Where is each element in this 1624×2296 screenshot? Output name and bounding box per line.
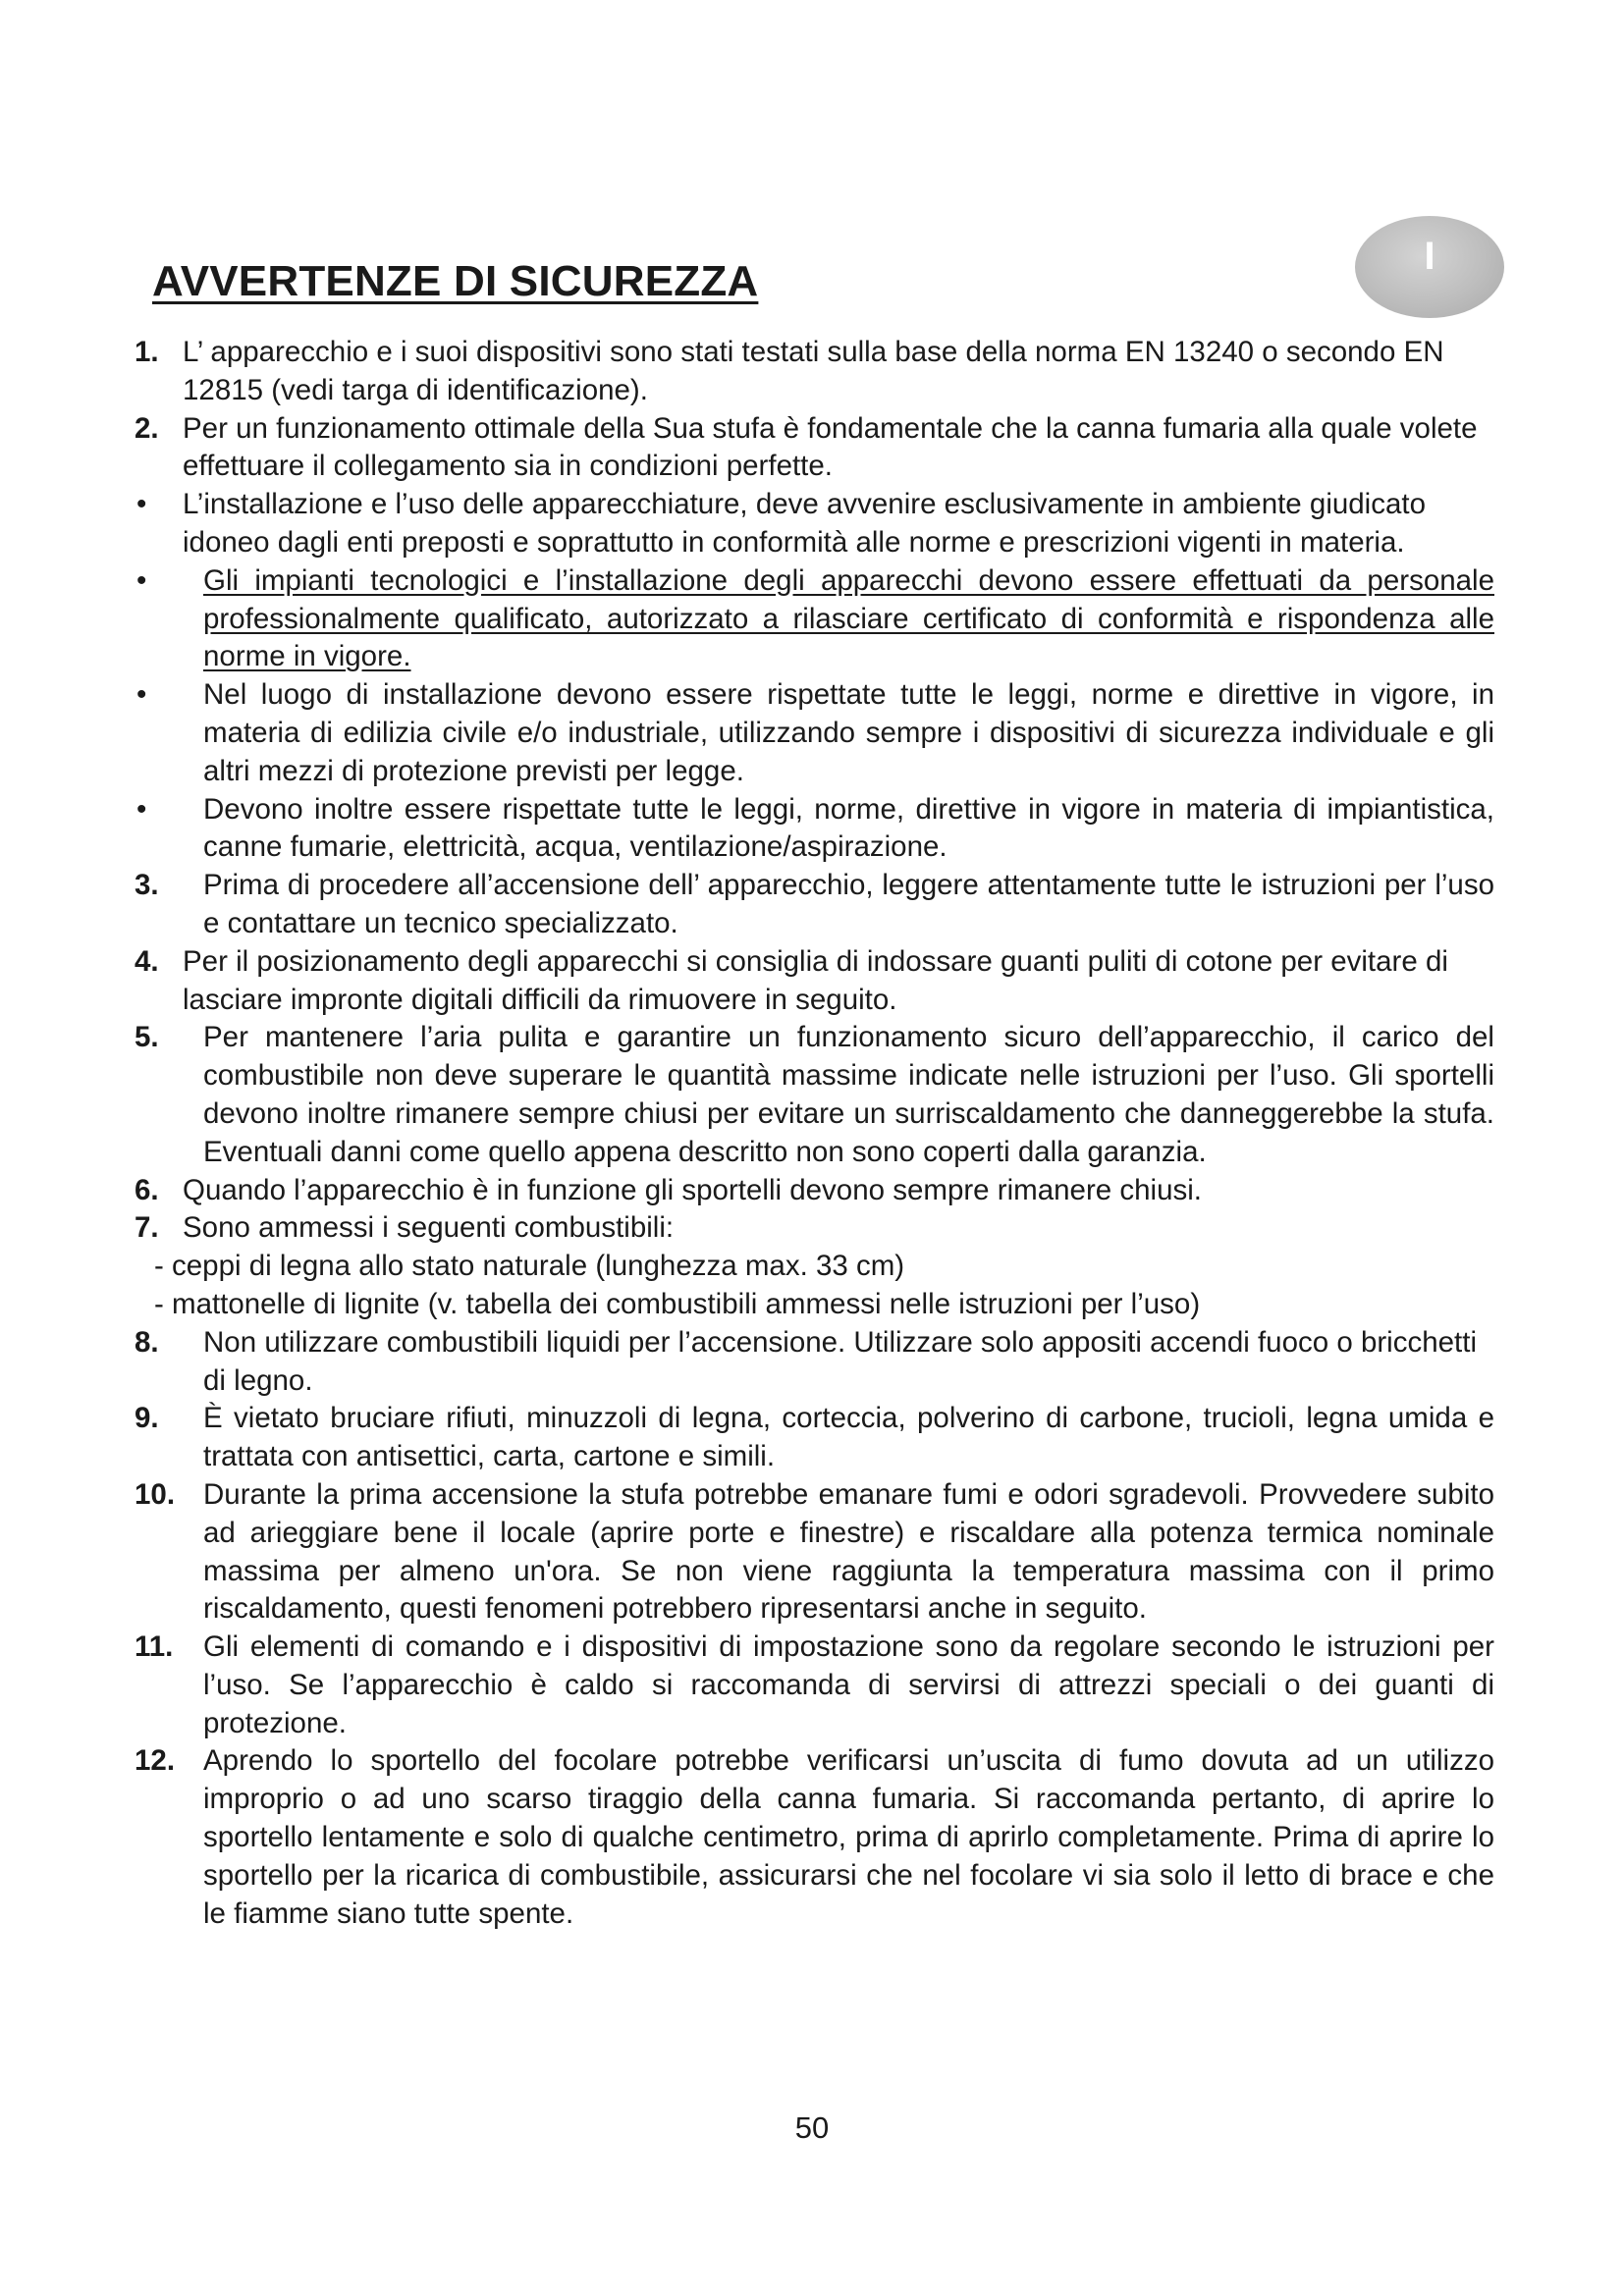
- item-text: È vietato bruciare rifiuti, minuzzoli di legna, corteccia, polverino di carbone, trucioli, legna umida e trattata con antisettici, carta, cartone e simili.: [203, 1402, 1494, 1473]
- list-item: [135, 676, 1494, 790]
- item-text-underlined: Gli impianti tecnologici e l’installazione degli apparecchi devono essere effettuati da personale professionalmente qualificato, autorizzato a rilasciare certificato di conformità e rispondenza alle norme in vigore.: [203, 563, 1494, 673]
- item-text: Devono inoltre essere rispettate tutte le leggi, norme, direttive in vigore in materia di impiantistica, canne fumarie, elettricità, acqua, ventilazione/aspirazione.: [203, 792, 1494, 864]
- item-text: ceppi di legna allo stato naturale (lunghezza max. 33 cm): [172, 1250, 905, 1283]
- list-item: [135, 1172, 1494, 1210]
- list-item: [135, 1400, 1494, 1476]
- list-item: [135, 562, 1494, 676]
- list-item: [135, 486, 1494, 562]
- dash-marker: -: [154, 1250, 164, 1283]
- item-text: mattonelle di lignite (v. tabella dei combustibili ammessi nelle istruzioni per l’uso): [172, 1287, 1201, 1320]
- safety-warnings-list: [135, 334, 1494, 1933]
- page-number: 50: [794, 2110, 830, 2145]
- item-text: Per un funzionamento ottimale della Sua stufa è fondamentale che la canna fumaria alla quale volete effettuare il collegamento sia in condizioni perfette.: [183, 411, 1478, 483]
- item-marker: 11.: [135, 1630, 174, 1664]
- bullet-marker: •: [136, 563, 147, 597]
- item-marker: 8.: [135, 1325, 159, 1359]
- bullet-marker: •: [136, 792, 147, 826]
- list-item: [135, 410, 1494, 487]
- item-marker: 5.: [135, 1021, 159, 1054]
- item-text: Non utilizzare combustibili liquidi per l’accensione. Utilizzare solo appositi accendi fuoco o bricchetti di legno.: [203, 1325, 1477, 1397]
- item-text: Quando l’apparecchio è in funzione gli sportelli devono sempre rimanere chiusi.: [183, 1173, 1203, 1206]
- item-text: L’ apparecchio e i suoi dispositivi sono stati testati sulla base della norma EN 13240 o secondo EN 12815 (vedi targa di identificazione).: [183, 336, 1444, 406]
- item-text: Sono ammessi i seguenti combustibili:: [183, 1211, 675, 1245]
- language-badge-label: I: [1424, 234, 1435, 278]
- list-item: [135, 1324, 1494, 1401]
- list-item: [135, 867, 1494, 943]
- fuel-list-item: [135, 1248, 1494, 1286]
- item-text: Durante la prima accensione la stufa potrebbe emanare fumi e odori sgradevoli. Provvedere subito ad arieggiare bene il locale (aprire porte e finestre) e riscaldare alla potenza termica nominale massima per almeno un'ora. Se non viene raggiunta la temperatura massima con il primo riscaldamento, questi fenomeni potrebbero ripresentarsi anche in seguito.: [203, 1477, 1494, 1626]
- item-marker: 3.: [135, 869, 159, 902]
- item-text: Per il posizionamento degli apparecchi si consiglia di indossare guanti puliti di cotone per evitare di lasciare impronte digitali difficili da rimuovere in seguito.: [183, 944, 1448, 1016]
- item-marker: 9.: [135, 1402, 159, 1435]
- item-marker: 7.: [135, 1211, 159, 1245]
- list-item: [135, 1629, 1494, 1742]
- item-marker: 1.: [135, 336, 159, 368]
- page-title: AVVERTENZE DI SICUREZZA: [152, 257, 759, 305]
- item-text: Gli elementi di comando e i dispositivi di impostazione sono da regolare secondo le istruzioni per l’uso. Se l’apparecchio è caldo si raccomanda di servirsi di attrezzi speciali o dei guanti di protezione.: [203, 1630, 1494, 1739]
- list-item: [135, 1019, 1494, 1171]
- bullet-marker: •: [136, 678, 147, 712]
- list-item: [135, 334, 1494, 410]
- dash-marker: -: [154, 1287, 164, 1320]
- item-marker: 12.: [135, 1744, 176, 1778]
- item-text: Aprendo lo sportello del focolare potrebbe verificarsi un’uscita di fumo dovuta ad un utilizzo improprio o ad uno scarso tiraggio della canna fumaria. Si raccomanda pertanto, di aprire lo sportello lentamente e solo di qualche centimetro, prima di aprirlo completamente. Prima di aprire lo sportello per la ricarica di combustibile, assicurarsi che nel focolare vi sia solo il letto di brace e che le fiamme siano tutte spente.: [203, 1744, 1494, 1930]
- item-text: Nel luogo di installazione devono essere rispettate tutte le leggi, norme e direttive in vigore, in materia di edilizia civile e/o industriale, utilizzando sempre i dispositivi di sicurezza individuale e gli altri mezzi di protezione previsti per legge.: [203, 678, 1494, 787]
- item-marker: 4.: [135, 944, 159, 978]
- language-badge: [1355, 216, 1504, 318]
- item-text: Per mantenere l’aria pulita e garantire un funzionamento sicuro dell’apparecchio, il carico del combustibile non deve superare le quantità massime indicate nelle istruzioni per l’uso. Gli sportelli devono inoltre rimanere sempre chiusi per evitare un surriscaldamento che danneggerebbe la stufa. Eventuali danni come quello appena descritto non sono coperti dalla garanzia.: [203, 1021, 1494, 1168]
- item-marker: 2.: [135, 411, 159, 445]
- item-text: Prima di procedere all’accensione dell’ apparecchio, leggere attentamente tutte le istruzioni per l’uso e contattare un tecnico specializzato.: [203, 869, 1494, 939]
- list-item: [135, 1476, 1494, 1629]
- item-marker: 6.: [135, 1173, 159, 1206]
- list-item: [135, 943, 1494, 1020]
- item-marker: 10.: [135, 1477, 176, 1511]
- item-text: L’installazione e l’uso delle apparecchiature, deve avvenire esclusivamente in ambiente giudicato idoneo dagli enti preposti e soprattutto in conformità alle norme e prescrizioni vigenti in materia.: [183, 488, 1426, 559]
- list-item: [135, 791, 1494, 868]
- list-item: [135, 1742, 1494, 1933]
- bullet-marker: •: [136, 488, 147, 521]
- fuel-list-item: [135, 1286, 1494, 1324]
- list-item: [135, 1209, 1494, 1248]
